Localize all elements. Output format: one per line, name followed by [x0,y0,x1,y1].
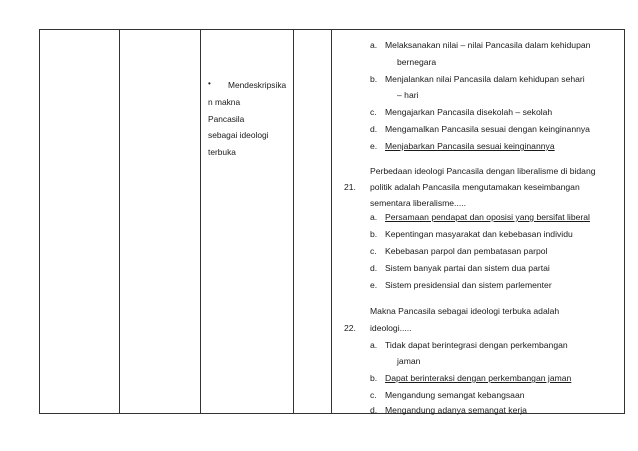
option-text: Mengandung adanya semangat kerja [385,405,527,415]
competency-line: sebagai ideologi [208,130,269,140]
question-stem: politik adalah Pancasila mengutamakan keseimbangan [370,182,580,192]
option-letter: a. [370,340,378,350]
option-text: bernegara [397,57,437,67]
question-stem: Makna Pancasila sebagai ideologi terbuka adalah [370,306,560,316]
column-divider [293,30,294,413]
option-letter: d. [370,263,378,273]
option-text: Mengamalkan Pancasila sesuai dengan keinginannya [385,124,590,134]
column-divider [331,30,332,413]
column-divider [200,30,201,413]
option-text: Menjalankan nilai Pancasila dalam kehidupan sehari [385,74,585,84]
competency-line: n makna [208,97,241,107]
option-letter: d. [370,405,378,415]
option-letter: c. [370,390,377,400]
option-text: – hari [397,90,419,100]
option-text: Mengajarkan Pancasila disekolah – sekolah [385,107,553,117]
answer-key-text: Menjabarkan Pancasila sesuai keinginannya [385,141,555,151]
option-text: Sistem banyak partai dan sistem dua partai [385,263,550,273]
answer-key-text: Persamaan pendapat dan oposisi yang bersifat liberal [385,212,590,222]
option-text: jaman [397,356,421,366]
option-letter: b. [370,373,378,383]
question-stem: ideologi..... [370,323,412,333]
option-letter: e. [370,141,378,151]
option-text: Sistem presidensial dan sistem parlementer [385,280,552,290]
option-letter: a. [370,212,378,222]
option-letter: a. [370,40,378,50]
competency-line: terbuka [208,147,236,157]
option-letter: c. [370,107,377,117]
option-text: Kebebasan parpol dan pembatasan parpol [385,246,548,256]
question-stem: sementara liberalisme..... [370,198,466,208]
competency-line: Mendeskripsika [228,80,287,90]
column-divider [119,30,120,413]
option-text: Kepentingan masyarakat dan kebebasan individu [385,229,573,239]
bullet-icon: • [208,79,211,88]
option-letter: c. [370,246,377,256]
option-letter: e. [370,280,378,290]
option-letter: b. [370,74,378,84]
option-text: Tidak dapat berintegrasi dengan perkembangan [385,340,568,350]
option-letter: d. [370,124,378,134]
option-letter: b. [370,229,378,239]
question-stem: Perbedaan ideologi Pancasila dengan liberalisme di bidang [370,166,596,176]
competency-line: Pancasila [208,114,245,124]
option-text: Melaksanakan nilai – nilai Pancasila dalam kehidupan [385,40,591,50]
question-number: 22. [344,323,356,333]
option-text: Mengandung semangat kebangsaan [385,390,525,400]
question-number: 21. [344,182,356,192]
answer-key-text: Dapat berinteraksi dengan perkembangan jaman [385,373,572,383]
